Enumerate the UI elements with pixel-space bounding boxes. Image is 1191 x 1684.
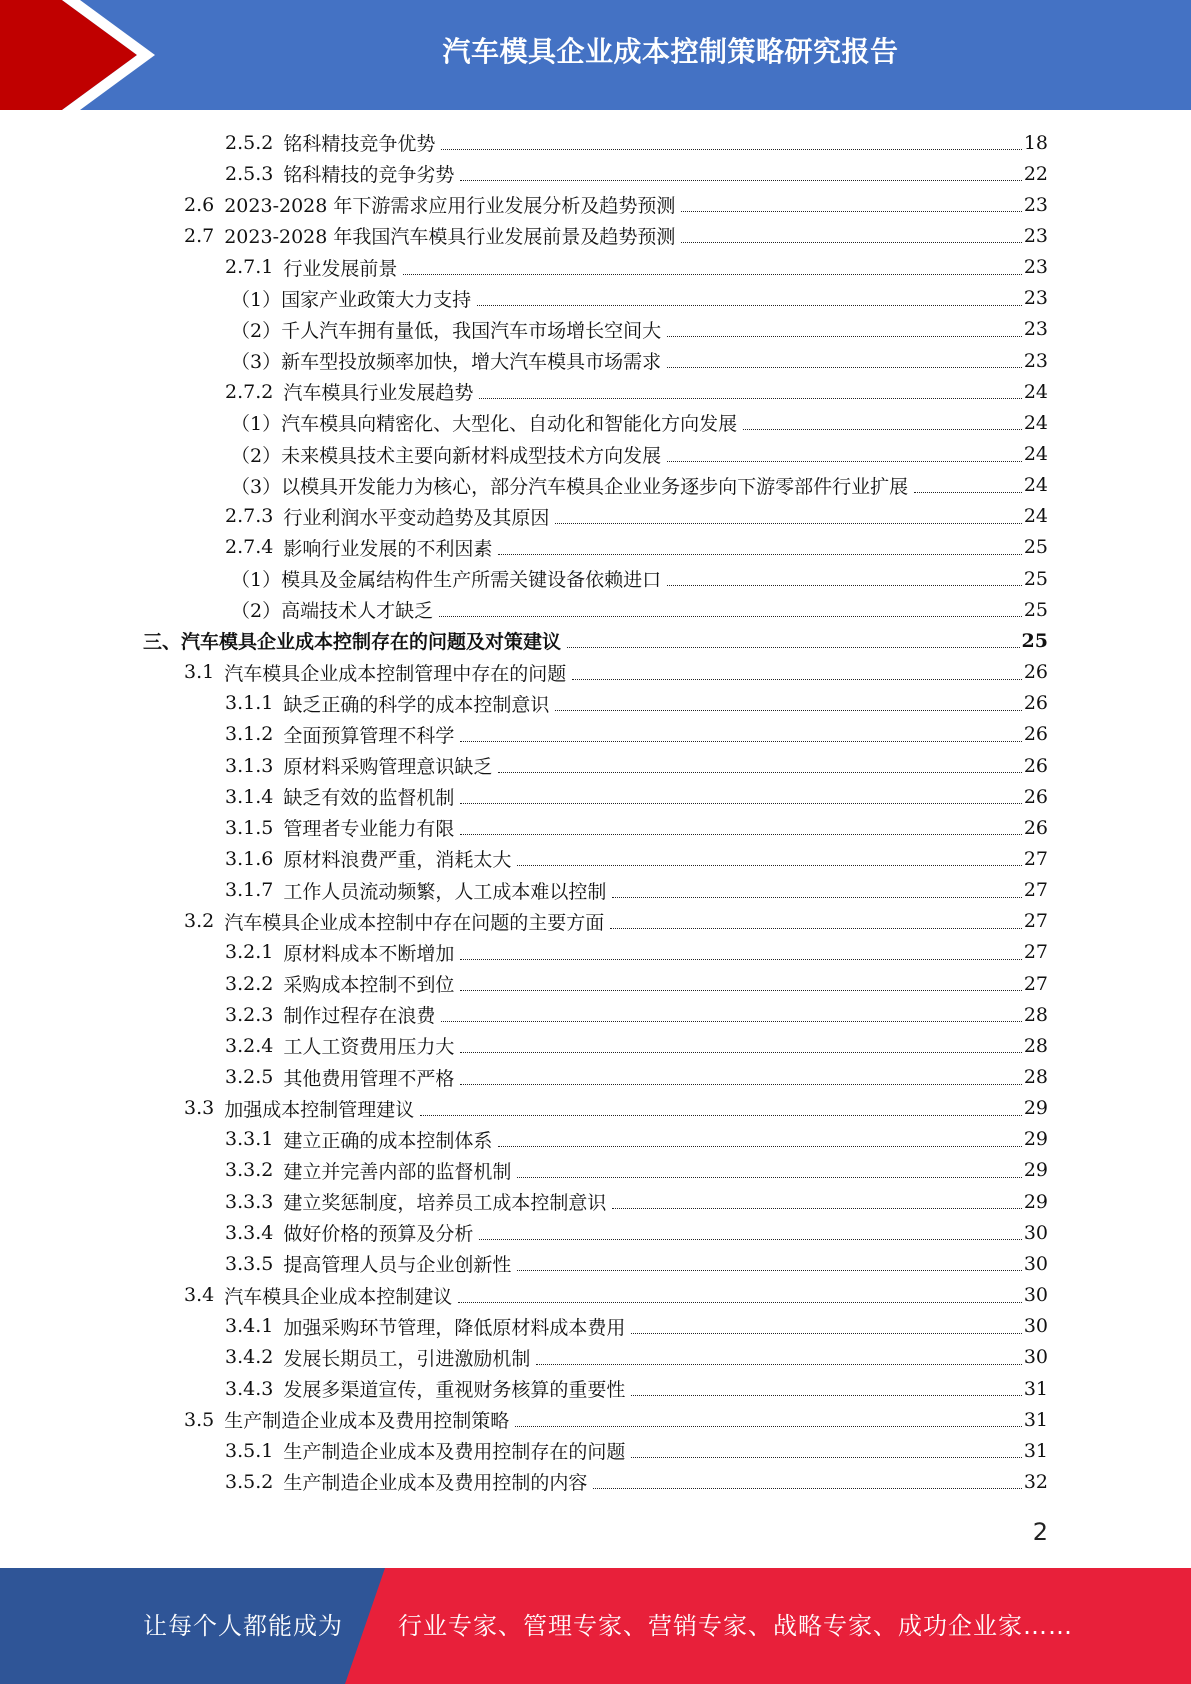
toc-dot-leader [439,616,1022,617]
toc-entry[interactable] [225,781,1048,812]
toc-entry[interactable] [231,283,1048,314]
toc-entry[interactable] [225,1124,1048,1155]
toc-entry[interactable] [225,1155,1048,1186]
toc-dot-leader [460,803,1021,804]
toc-entry-page: 25 [1023,598,1048,621]
toc-entry-title: 新车型投放频率加快，增大汽车模具市场需求 [281,351,662,374]
toc-entry-page: 29 [1023,1190,1048,1213]
toc-entry-title: 工人工资费用压力大 [283,1036,455,1059]
toc-entry-number: 3.1.1 [225,692,274,715]
toc-entry-page: 23 [1023,193,1048,216]
toc-entry-number: 3.5 [184,1408,215,1431]
toc-entry-title: 建立正确的成本控制体系 [283,1129,493,1152]
toc-entry-title: 行业发展前景 [283,257,398,280]
toc-entry-number: 3.3.1 [225,1128,274,1151]
toc-entry-number: （2） [231,444,282,467]
toc-entry-title: 原材料采购管理意识缺乏 [283,756,493,778]
toc-entry[interactable] [231,314,1048,345]
toc-entry[interactable] [231,470,1048,501]
toc-entry-title: 汽车模具企业成本控制建议 [224,1285,453,1308]
toc-entry-number: 3.3.2 [225,1159,274,1182]
toc-entry-number: 3.2.5 [225,1066,274,1088]
toc-dot-leader [631,1395,1021,1396]
toc-entry-title: 提高管理人员与企业创新性 [283,1254,512,1277]
toc-entry-page: 23 [1023,349,1048,372]
toc-entry[interactable] [225,968,1048,999]
toc-dot-leader [460,1052,1021,1053]
toc-entry-number: 2.7.2 [225,380,274,403]
toc-entry-page: 30 [1023,1315,1048,1338]
toc-entry[interactable] [184,1280,1048,1311]
toc-entry-title: 制作过程存在浪费 [283,1005,436,1028]
report-title: 汽车模具企业成本控制策略研究报告 [442,35,899,68]
toc-entry-number: 3.3 [184,1097,215,1120]
toc-entry-page: 27 [1023,941,1048,964]
toc-entry-title: 国家产业政策大力支持 [281,288,472,311]
toc-entry-title: 生产制造企业成本及费用控制策略 [224,1410,510,1433]
toc-entry-page: 28 [1023,1066,1048,1088]
toc-dot-leader [612,1208,1021,1209]
toc-entry[interactable] [231,407,1048,438]
toc-entry-page: 30 [1023,1284,1048,1307]
toc-dot-leader [517,1270,1021,1271]
toc-entry-page: 28 [1023,1034,1048,1057]
toc-dot-leader [458,1302,1022,1303]
toc-entry[interactable] [143,625,1048,656]
toc-dot-leader [593,1488,1021,1489]
toc-entry-page: 26 [1023,692,1048,715]
toc-dot-leader [610,928,1022,929]
toc-entry-title: 2023-2028 年我国汽车模具行业发展前景及趋势预测 [224,226,676,249]
toc-entry-title: 管理者专业能力有限 [283,818,455,841]
toc-entry-page: 29 [1023,1128,1048,1151]
toc-entry-number: （3） [231,351,282,374]
toc-dot-leader [681,211,1021,212]
toc-entry-number: 2.6 [184,193,215,216]
toc-entry-title: 千人汽车拥有量低，我国汽车市场增长空间大 [281,319,662,342]
header-arrow-icon [0,0,160,110]
toc-entry-page: 26 [1023,816,1048,839]
toc-dot-leader [441,1021,1021,1022]
toc-entry-number: （2） [231,600,282,623]
toc-dot-leader [667,461,1022,462]
toc-entry-number: 3.4.3 [225,1377,274,1400]
toc-dot-leader [403,274,1021,275]
toc-entry[interactable] [225,812,1048,843]
toc-entry-page: 24 [1023,411,1048,434]
toc-entry-number: 3.1.2 [225,723,274,746]
toc-dot-leader [460,990,1021,991]
toc-entry-number: 3.4.1 [225,1315,274,1338]
toc-entry-title: 未来模具技术主要向新材料成型技术方向发展 [281,444,662,467]
toc-entry-number: 3.1.5 [225,816,274,839]
toc-entry-page: 23 [1023,287,1048,310]
toc-entry-page: 31 [1023,1439,1048,1462]
toc-entry[interactable] [184,220,1048,251]
toc-entry-number: 3.2 [184,910,215,933]
toc-entry[interactable] [225,1248,1048,1279]
toc-entry-title: 高端技术人才缺乏 [281,600,434,623]
toc-entry-number: 3.2.1 [225,941,274,964]
header-band [0,0,1191,110]
toc-entry-title: 缺乏正确的科学的成本控制意识 [283,693,550,716]
toc-entry-page: 27 [1023,847,1048,870]
toc-entry[interactable] [225,875,1048,906]
toc-entry-page: 26 [1023,661,1048,684]
toc-entry-number: （1） [231,569,282,592]
toc-entry-number: 3.3.5 [225,1252,274,1275]
toc-entry-title: 2023-2028 年下游需求应用行业发展分析及趋势预测 [224,195,676,218]
toc-entry-number: 3.2.4 [225,1034,274,1057]
toc-entry-page: 29 [1023,1097,1048,1120]
toc-entry[interactable] [225,843,1048,874]
toc-entry[interactable] [184,657,1048,688]
toc-dot-leader [477,305,1022,306]
toc-entry[interactable] [225,532,1048,563]
toc-dot-leader [479,1239,1021,1240]
toc-entry-title: 汽车模具企业成本控制中存在问题的主要方面 [224,911,605,934]
toc-entry-page: 28 [1023,1003,1048,1026]
toc-entry-number: 2.7.1 [225,256,274,279]
toc-entry-number: 3.1.4 [225,785,274,808]
toc-entry[interactable] [225,158,1048,189]
toc-entry[interactable] [225,750,1048,781]
toc-entry-number: （2） [231,319,282,342]
toc-entry-number: 3.2.3 [225,1003,274,1026]
toc-dot-leader [460,741,1021,742]
toc-entry-title: 原材料成本不断增加 [283,942,455,965]
toc-entry-number: 3.3.4 [225,1221,274,1244]
toc-dot-leader [667,336,1022,337]
toc-dot-leader [667,585,1022,586]
toc-entry-number: 2.5.3 [225,162,274,185]
toc-entry-title: 汽车模具企业成本控制管理中存在的问题 [224,662,567,685]
toc-entry[interactable] [184,189,1048,220]
toc-entry-title: 以模具开发能力为核心，部分汽车模具企业业务逐步向下游零部件行业扩展 [281,475,909,498]
toc-entry-number: 3.5.1 [225,1439,274,1462]
toc-entry-page: 30 [1023,1221,1048,1244]
toc-entry-page: 32 [1023,1470,1048,1493]
toc-dot-leader [420,1115,1022,1116]
toc-entry-title: 工作人员流动频繁，人工成本难以控制 [283,880,607,903]
toc-entry-title: 发展多渠道宣传，重视财务核算的重要性 [283,1379,626,1401]
toc-entry-page: 27 [1023,910,1048,933]
toc-entry-number: 3.5.2 [225,1470,274,1493]
toc-entry-page: 18 [1023,131,1048,154]
toc-entry-title: 汽车模具行业发展趋势 [283,382,474,405]
toc-dot-leader [667,367,1022,368]
toc-entry-page: 24 [1023,380,1048,403]
toc-entry[interactable] [225,127,1048,158]
toc-entry-title: 建立奖惩制度，培养员工成本控制意识 [283,1192,607,1215]
toc-entry-number: （1） [231,288,282,311]
toc-entry-page: 23 [1023,318,1048,341]
toc-dot-leader [631,1457,1021,1458]
toc-dot-leader [498,1146,1021,1147]
toc-entry-title: 汽车模具向精密化、大型化、自动化和智能化方向发展 [281,413,738,436]
toc-entry-title: 加强成本控制管理建议 [224,1098,415,1121]
toc-entry[interactable] [231,594,1048,625]
toc-entry[interactable] [184,1404,1048,1435]
toc-entry-page: 26 [1023,785,1048,808]
toc-entry-number: 3.1.3 [225,754,274,777]
toc-entry-title: 生产制造企业成本及费用控制的内容 [283,1472,588,1495]
page-number: 2 [1032,1518,1048,1546]
toc-entry[interactable] [225,937,1048,968]
toc-entry[interactable] [225,1062,1048,1093]
toc-entry-page: 22 [1023,162,1048,185]
toc-entry-page: 26 [1023,723,1048,746]
toc-entry[interactable] [225,1342,1048,1373]
toc-entry-title: 影响行业发展的不利因素 [283,537,493,560]
toc-entry-title: 行业利润水平变动趋势及其原因 [283,506,550,529]
toc-entry-number: （1） [231,413,282,436]
toc-entry-number: 3.4.2 [225,1346,274,1369]
toc-entry-page: 26 [1023,754,1048,777]
toc-entry-number: 3.1 [184,661,215,684]
toc-entry[interactable] [225,688,1048,719]
footer-band [0,1568,1191,1684]
toc-entry-title: 铭科精技竞争优势 [283,133,436,155]
toc-entry-page: 30 [1023,1346,1048,1369]
toc-entry-title: 模具及金属结构件生产所需关键设备依赖进口 [281,569,662,592]
toc-entry-title: 做好价格的预算及分析 [283,1223,474,1246]
toc-entry-page: 24 [1023,474,1048,497]
toc-entry-title: 加强采购环节管理，降低原材料成本费用 [283,1316,626,1339]
toc-entry-page: 24 [1023,443,1048,465]
toc-entry-title: 发展长期员工，引进激励机制 [283,1347,531,1370]
toc-entry-number: 3.1.6 [225,847,274,870]
toc-entry-number: 3.3.3 [225,1190,274,1213]
toc-dot-leader [460,1084,1021,1085]
toc-entry-page: 23 [1023,256,1048,279]
toc-entry-page: 31 [1023,1408,1048,1431]
toc-entry[interactable] [225,719,1048,750]
toc-dot-leader [498,554,1021,555]
toc-entry-title: 建立并完善内部的监督机制 [283,1160,512,1183]
toc-entry[interactable] [231,439,1048,470]
toc-entry-title: 生产制造企业成本及费用控制存在的问题 [283,1441,626,1464]
toc-entry-title: 其他费用管理不严格 [283,1067,455,1090]
toc-entry[interactable] [225,1466,1048,1497]
toc-entry-number: 2.7 [184,224,215,247]
toc-dot-leader [914,492,1022,493]
toc-dot-leader [517,1177,1021,1178]
toc-entry[interactable] [184,1093,1048,1124]
toc-entry[interactable] [184,906,1048,937]
toc-dot-leader [536,1364,1021,1365]
toc-dot-leader [460,959,1021,960]
toc-entry-title: 全面预算管理不科学 [283,724,455,747]
toc-entry-number: （3） [231,475,282,498]
footer-slogan-right: 行业专家、管理专家、营销专家、战略专家、成功企业家…… [398,1612,1073,1640]
toc-entry[interactable] [225,1311,1048,1342]
toc-dot-leader [555,523,1021,524]
toc-entry-number: 3.4 [184,1284,215,1307]
toc-dot-leader [517,865,1021,866]
footer-slogan-left: 让每个人都能成为 [143,1612,343,1640]
toc-dot-leader [743,429,1022,430]
toc-entry[interactable] [225,1217,1048,1248]
toc-dot-leader [498,772,1021,773]
toc-entry-title: 缺乏有效的监督机制 [283,787,455,810]
toc-entry-title: 采购成本控制不到位 [283,974,455,997]
toc-entry-page: 24 [1023,505,1048,528]
toc-dot-leader [460,180,1021,181]
toc-dot-leader [572,679,1022,680]
toc-dot-leader [441,149,1021,150]
toc-entry-number: 3.2.2 [225,972,274,995]
toc-dot-leader [460,834,1021,835]
toc-dot-leader [515,1426,1022,1427]
toc-dot-leader [631,1333,1021,1334]
toc-entry[interactable] [231,345,1048,376]
toc-entry-title: 汽车模具企业成本控制存在的问题及对策建议 [181,631,562,654]
toc-entry-page: 23 [1023,224,1048,247]
toc-entry-page: 25 [1023,567,1048,590]
toc-entry-page: 25 [1021,629,1048,652]
toc-dot-leader [612,897,1021,898]
toc-entry[interactable] [225,501,1048,532]
toc-entry-page: 31 [1023,1377,1048,1400]
toc-entry-number: 2.7.4 [225,536,274,559]
toc-dot-leader [479,398,1021,399]
toc-entry-number: 2.7.3 [225,505,274,528]
toc-entry-number: 2.5.2 [225,131,274,154]
toc-entry-number: 三、 [143,631,182,654]
toc-entry-title: 原材料浪费严重，消耗太大 [283,849,512,872]
toc-entry[interactable] [225,1030,1048,1061]
toc-entry[interactable] [225,252,1048,283]
toc-dot-leader [555,710,1021,711]
toc-entry[interactable] [225,376,1048,407]
toc-entry[interactable] [225,999,1048,1030]
toc-entry-title: 铭科精技的竞争劣势 [283,164,455,187]
toc-entry[interactable] [225,1435,1048,1466]
toc-entry-page: 27 [1023,879,1048,902]
toc-entry-page: 25 [1023,536,1048,559]
toc-dot-leader [681,242,1021,243]
toc-entry[interactable] [231,563,1048,594]
toc-entry-page: 29 [1023,1159,1048,1182]
toc-entry[interactable] [225,1186,1048,1217]
toc-dot-leader [567,647,1020,648]
toc-entry[interactable] [225,1373,1048,1404]
toc-entry-page: 30 [1023,1252,1048,1275]
toc-entry-page: 27 [1023,972,1048,995]
toc-entry-number: 3.1.7 [225,879,274,902]
